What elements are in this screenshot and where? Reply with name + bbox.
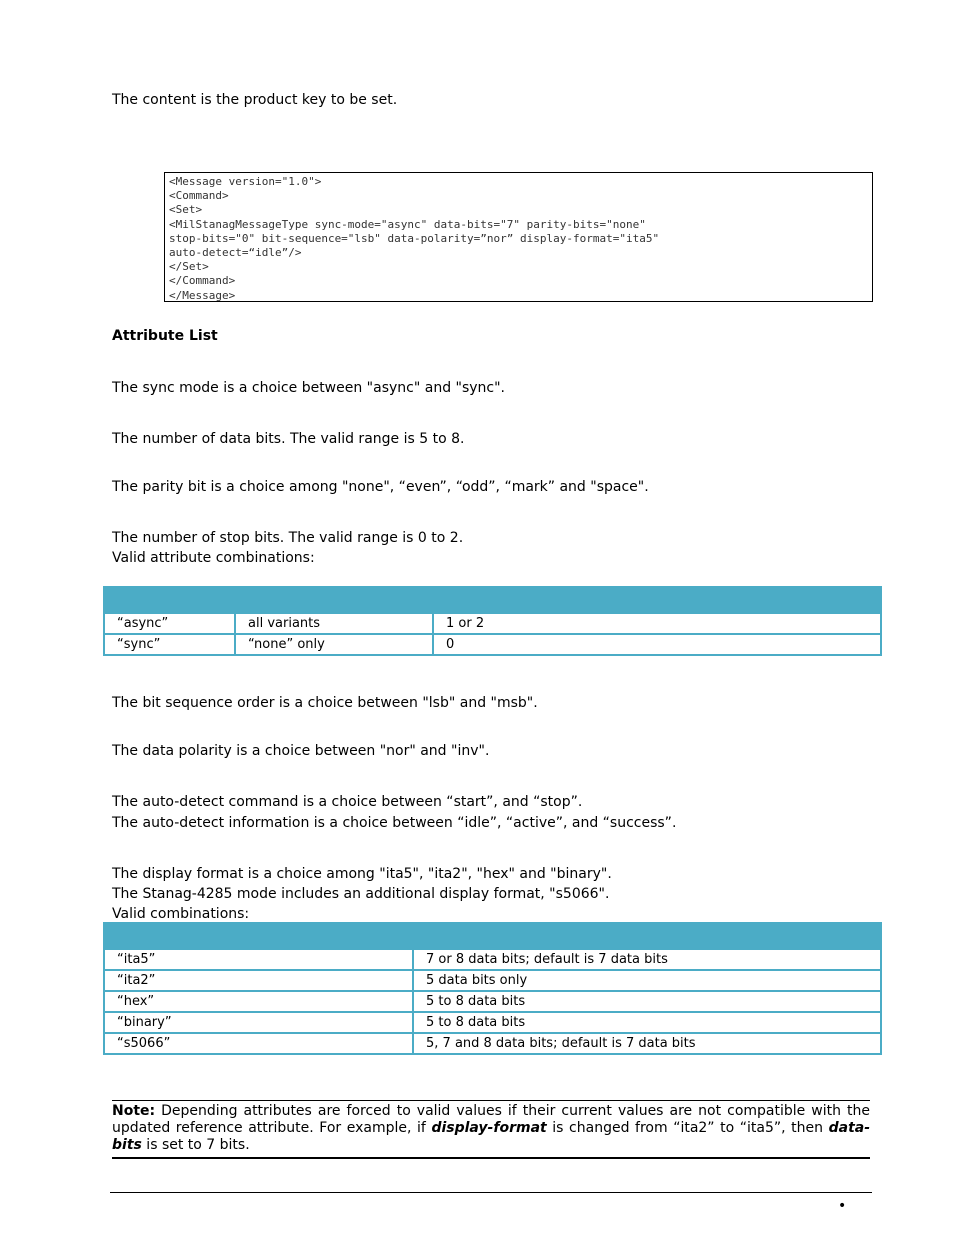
code-line: <Command>: [169, 189, 229, 203]
table-cell: “ita2”: [104, 970, 413, 991]
table-cell: “hex”: [104, 991, 413, 1012]
stanag-mode-text: The Stanag-4285 mode includes an additional display format, "s5066".: [112, 886, 610, 902]
note-box: [112, 1100, 870, 1159]
note-text: Depending attributes are forced to valid values if their current values are not compatible with the updated reference attribute. For example, if: [112, 1103, 870, 1136]
stop-bits-text: The number of stop bits. The valid range is 0 to 2.: [112, 530, 464, 546]
valid-attribute-combinations-label: Valid attribute combinations:: [112, 550, 315, 566]
table-cell: “ita5”: [104, 949, 413, 970]
auto-detect-command-text: The auto-detect command is a choice between “start”, and “stop”.: [112, 794, 583, 810]
table-cell: “s5066”: [104, 1033, 413, 1054]
table-header-cell: [413, 923, 881, 949]
code-line: </Command>: [169, 274, 236, 288]
table-row: [104, 613, 881, 634]
sync-parity-stop-table: [103, 586, 882, 656]
table-row: [104, 634, 881, 655]
attribute-list-heading: Attribute List: [112, 328, 218, 344]
code-line: </Set>: [169, 260, 209, 274]
table-cell: 1 or 2: [433, 613, 881, 634]
table-header-cell: [433, 587, 881, 613]
table-row: [104, 949, 881, 970]
code-line: <Message version="1.0">: [169, 175, 322, 188]
intro-text: The content is the product key to be set.: [112, 92, 398, 108]
table-cell: “none” only: [235, 634, 433, 655]
footer-bullet: •: [838, 1198, 847, 1214]
table-cell: 5 to 8 data bits: [413, 1012, 881, 1033]
parity-text: The parity bit is a choice among "none", “even”, “odd”, “mark” and "space".: [112, 479, 649, 495]
table-cell: “binary”: [104, 1012, 413, 1033]
table-row: [104, 1033, 881, 1054]
xml-code-block: [164, 172, 873, 302]
table-cell: 5 data bits only: [413, 970, 881, 991]
note-text: is set to 7 bits.: [141, 1137, 250, 1153]
note-term-display-format: display-format: [431, 1120, 547, 1136]
table-header-row: [104, 587, 881, 613]
table-cell: 5, 7 and 8 data bits; default is 7 data bits: [413, 1033, 881, 1054]
table-header-row: [104, 923, 881, 949]
data-bits-text: The number of data bits. The valid range is 5 to 8.: [112, 431, 465, 447]
table-cell: “sync”: [104, 634, 235, 655]
table-cell: 7 or 8 data bits; default is 7 data bits: [413, 949, 881, 970]
display-format-table: [103, 922, 882, 1055]
auto-detect-info-text: The auto-detect information is a choice between “idle”, “active”, and “success”.: [112, 815, 677, 831]
valid-combinations-label: Valid combinations:: [112, 906, 250, 922]
bit-sequence-text: The bit sequence order is a choice between "lsb" and "msb".: [112, 695, 538, 711]
table-header-cell: [104, 587, 235, 613]
note-label: Note:: [112, 1103, 156, 1119]
table-header-cell: [235, 587, 433, 613]
table-cell: “async”: [104, 613, 235, 634]
table-cell: all variants: [235, 613, 433, 634]
table-header-cell: [104, 923, 413, 949]
table-cell: 5 to 8 data bits: [413, 991, 881, 1012]
code-line: <MilStanagMessageType sync-mode="async" data-bits="7" parity-bits="none": [169, 217, 646, 231]
data-polarity-text: The data polarity is a choice between "nor" and "inv".: [112, 743, 490, 759]
footer-divider: [110, 1192, 872, 1193]
display-format-text: The display format is a choice among "ita5", "ita2", "hex" and "binary".: [112, 866, 612, 882]
code-line: auto-detect=“idle”/>: [169, 246, 302, 260]
table-row: [104, 991, 881, 1012]
sync-mode-text: The sync mode is a choice between "async" and "sync".: [112, 380, 506, 396]
code-line: stop-bits="0" bit-sequence="lsb" data-polarity=”nor” display-format="ita5": [169, 231, 660, 245]
table-row: [104, 970, 881, 991]
table-cell: 0: [433, 634, 881, 655]
note-term-data-bits: data-bits: [112, 1120, 871, 1153]
code-line: </Message>: [169, 288, 236, 302]
note-text: is changed from “ita2” to “ita5”, then: [546, 1120, 829, 1136]
table-row: [104, 1012, 881, 1033]
code-line: <Set>: [169, 203, 203, 217]
